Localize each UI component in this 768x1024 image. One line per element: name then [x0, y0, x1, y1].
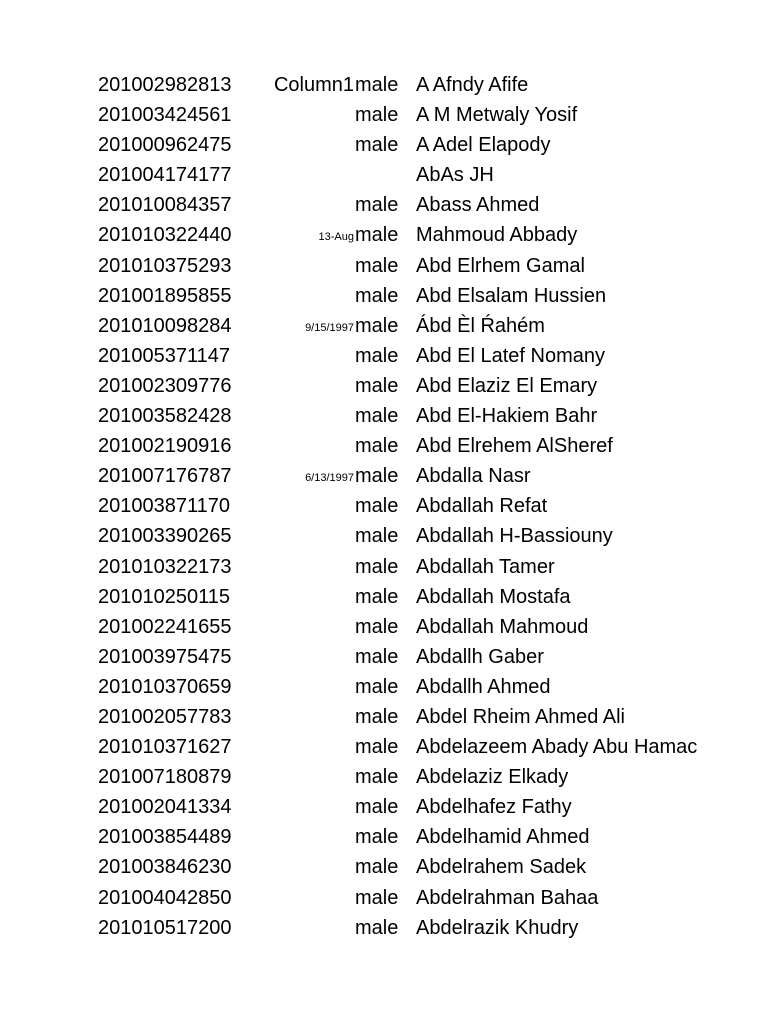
table-row [0, 672, 768, 702]
id-cell: 201003582428 [98, 405, 232, 428]
name-cell: Abdelhafez Fathy [416, 796, 572, 819]
table-row [0, 190, 768, 220]
name-cell: Abass Ahmed [416, 194, 540, 217]
name-cell: Abdallh Gaber [416, 645, 544, 668]
name-cell: Abdel Rheim Ahmed Ali [416, 705, 626, 728]
gender-cell: male [355, 705, 399, 728]
gender-cell: male [355, 736, 399, 759]
id-cell: 201003846230 [98, 856, 232, 879]
gender-cell: male [355, 525, 399, 548]
id-cell: 201010250115 [98, 585, 230, 608]
extra-cell: 6/13/1997 [305, 472, 354, 485]
table-row [0, 883, 768, 913]
table-row [0, 521, 768, 551]
gender-cell: male [355, 796, 399, 819]
gender-cell: male [355, 675, 399, 698]
table-row [0, 642, 768, 672]
gender-cell: male [355, 344, 399, 367]
name-cell: A Adel Elapody [416, 134, 551, 157]
name-cell: Ábd Èl Ŕahém [416, 314, 545, 337]
table-row [0, 341, 768, 371]
table-row [0, 913, 768, 943]
id-cell: 201002309776 [98, 374, 232, 397]
name-cell: Abdallah Mostafa [416, 585, 571, 608]
table-row [0, 160, 768, 190]
table-row [0, 762, 768, 792]
gender-cell: male [355, 435, 399, 458]
table-row [0, 792, 768, 822]
name-cell: Abd Elaziz El Emary [416, 374, 598, 397]
id-cell: 201002041334 [98, 796, 232, 819]
gender-cell: male [355, 224, 399, 247]
name-cell: Abd El Latef Nomany [416, 344, 605, 367]
id-cell: 201007180879 [98, 766, 232, 789]
gender-cell: male [355, 194, 399, 217]
name-cell: Abdalla Nasr [416, 465, 531, 488]
gender-cell: male [355, 74, 399, 96]
gender-cell: male [355, 495, 399, 518]
id-cell: 201010084357 [98, 194, 232, 217]
table-row [0, 401, 768, 431]
table-row [0, 702, 768, 732]
table-row [0, 491, 768, 521]
gender-cell: male [355, 284, 399, 307]
table-row [0, 612, 768, 642]
name-cell: Abd Elrhem Gamal [416, 254, 585, 277]
gender-cell: male [355, 826, 399, 849]
id-cell: 201002241655 [98, 615, 232, 638]
gender-cell: male [355, 856, 399, 879]
id-cell: 201010371627 [98, 736, 232, 759]
name-cell: Mahmoud Abbady [416, 224, 578, 247]
id-cell: 201010322440 [98, 224, 232, 247]
gender-cell: male [355, 405, 399, 428]
id-cell: 201003871170 [98, 495, 230, 518]
name-cell: A Afndy Afife [416, 74, 529, 96]
table-row [0, 552, 768, 582]
name-cell: AbAs JH [416, 164, 494, 187]
extra-cell: 9/15/1997 [305, 321, 354, 334]
id-cell: 201003424561 [98, 104, 232, 127]
table-row [0, 100, 768, 130]
id-cell: 201010375293 [98, 254, 232, 277]
id-cell: 201010517200 [98, 916, 232, 939]
table-row [0, 70, 768, 100]
gender-cell: male [355, 374, 399, 397]
gender-cell: male [355, 615, 399, 638]
table-row [0, 822, 768, 852]
id-cell: 201001895855 [98, 284, 232, 307]
table-row [0, 732, 768, 762]
id-cell: 201010098284 [98, 314, 232, 337]
spreadsheet-page [0, 70, 768, 943]
table-row [0, 371, 768, 401]
table-row [0, 130, 768, 160]
table-row [0, 220, 768, 250]
table-row [0, 311, 768, 341]
gender-cell: male [355, 134, 399, 157]
name-cell: Abdelrahman Bahaa [416, 886, 599, 909]
name-cell: Abd Elrehem AlSheref [416, 435, 613, 458]
id-cell: 201007176787 [98, 465, 232, 488]
id-cell: 201005371147 [98, 344, 230, 367]
id-cell: 201004042850 [98, 886, 232, 909]
table-row [0, 281, 768, 311]
gender-cell: male [355, 886, 399, 909]
name-cell: Abdallh Ahmed [416, 675, 551, 698]
name-cell: Abdelrahem Sadek [416, 856, 587, 879]
id-cell: 201003854489 [98, 826, 232, 849]
gender-cell: male [355, 465, 399, 488]
id-cell: 201004174177 [98, 164, 232, 187]
id-cell: 201000962475 [98, 134, 232, 157]
name-cell: Abdelrazik Khudry [416, 916, 579, 939]
name-cell: Abdelaziz Elkady [416, 766, 569, 789]
id-cell: 201003390265 [98, 525, 232, 548]
name-cell: Abdallah Refat [416, 495, 548, 518]
gender-cell: male [355, 585, 399, 608]
gender-cell: male [355, 645, 399, 668]
id-cell: 201010370659 [98, 675, 232, 698]
name-cell: Abdallah Mahmoud [416, 615, 589, 638]
gender-cell: male [355, 555, 399, 578]
name-cell: Abd El-Hakiem Bahr [416, 405, 598, 428]
gender-cell: male [355, 314, 399, 337]
name-cell: A M Metwaly Yosif [416, 104, 578, 127]
name-cell: Abdelhamid Ahmed [416, 826, 590, 849]
table-row [0, 852, 768, 882]
table-row [0, 251, 768, 281]
id-cell: 201003975475 [98, 645, 232, 668]
gender-cell: male [355, 916, 399, 939]
gender-cell: male [355, 254, 399, 277]
gender-cell: male [355, 104, 399, 127]
name-cell: Abdallah Tamer [416, 555, 555, 578]
id-cell: 201002982813 [98, 74, 232, 96]
extra-cell: 13-Aug [318, 231, 354, 244]
table-row [0, 431, 768, 461]
extra-cell: Column1 [273, 74, 354, 96]
name-cell: Abdallah H-Bassiouny [416, 525, 613, 548]
table-row [0, 582, 768, 612]
id-cell: 201002190916 [98, 435, 232, 458]
id-cell: 201002057783 [98, 705, 232, 728]
gender-cell: male [355, 766, 399, 789]
name-cell: Abd Elsalam Hussien [416, 284, 607, 307]
table-row [0, 461, 768, 491]
name-cell: Abdelazeem Abady Abu Hamac [416, 736, 698, 759]
id-cell: 201010322173 [98, 555, 232, 578]
